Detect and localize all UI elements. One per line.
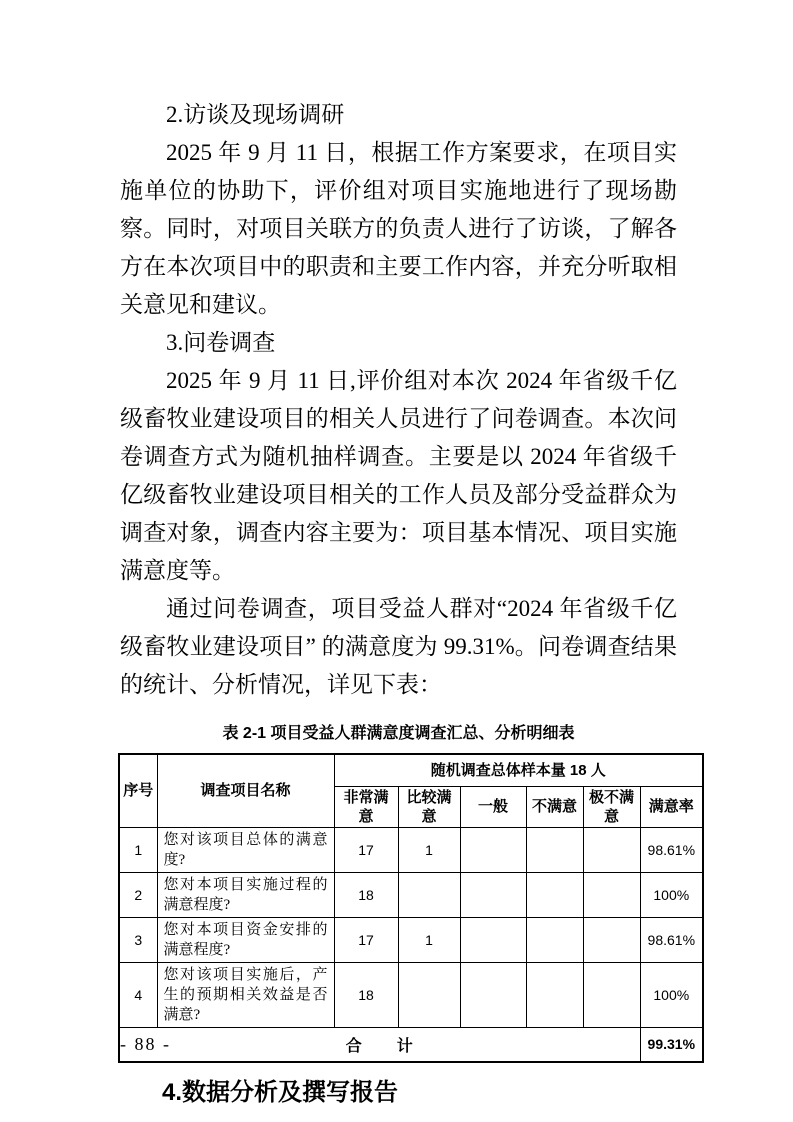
- col-header-neutral: 一般: [460, 786, 526, 827]
- row-unsatisfied: [526, 872, 583, 917]
- subheading-questionnaire: 3.问卷调查: [166, 330, 276, 355]
- row-no: 2: [119, 872, 157, 917]
- document-content: [120, 96, 696, 1108]
- table-row: [119, 962, 703, 1027]
- row-very-satisfied: 18: [334, 962, 398, 1027]
- row-very-satisfied: 18: [334, 872, 398, 917]
- row-unsatisfied: [526, 827, 583, 872]
- col-header-no: 序号: [119, 754, 157, 827]
- col-header-fairly-satisfied: 比较满意: [398, 786, 460, 827]
- col-header-sample-size: 随机调查总体样本量 18 人: [334, 754, 703, 786]
- row-fairly-satisfied: 1: [398, 917, 460, 962]
- row-very-satisfied: 17: [334, 917, 398, 962]
- section-heading-data-analysis: 4.数据分析及撰写报告: [162, 1079, 399, 1106]
- row-fairly-satisfied: 1: [398, 827, 460, 872]
- col-header-very-satisfied: 非常满意: [334, 786, 398, 827]
- row-unsatisfied: [526, 917, 583, 962]
- table-title: 表 2-1 项目受益人群满意度调查汇总、分析明细表: [222, 725, 575, 742]
- row-fairly-satisfied: [398, 872, 460, 917]
- page-number: - 88 -: [120, 1034, 171, 1054]
- table-total-row: [119, 1027, 703, 1062]
- col-header-very-unsatisfied: 极不满意: [583, 786, 640, 827]
- row-very-unsatisfied: [583, 962, 640, 1027]
- paragraph-questionnaire-result: 通过问卷调查，项目受益人群对“2024 年省级千亿级畜牧业建设项目” 的满意度为 99.31%。问卷调查结果的统计、分析情况，详见下表：: [120, 596, 677, 697]
- row-neutral: [460, 917, 526, 962]
- col-header-name: 调查项目名称: [157, 754, 334, 827]
- row-rate: 98.61%: [640, 917, 703, 962]
- row-very-unsatisfied: [583, 917, 640, 962]
- row-question: 您对该项目总体的满意度?: [157, 827, 334, 872]
- row-rate: 98.61%: [640, 827, 703, 872]
- row-unsatisfied: [526, 962, 583, 1027]
- paragraph-interview-details: 2025 年 9 月 11 日，根据工作方案要求，在项目实施单位的协助下，评价组对项目实施地进行了现场勘察。同时，对项目关联方的负责人进行了访谈，了解各方在本次项目中的职责和主要工作内容，并充分听取相关意见和建议。: [120, 140, 677, 317]
- col-header-unsatisfied: 不满意: [526, 786, 583, 827]
- satisfaction-survey-table: [118, 753, 704, 1063]
- row-rate: 100%: [640, 962, 703, 1027]
- total-rate: 99.31%: [640, 1027, 703, 1062]
- row-very-satisfied: 17: [334, 827, 398, 872]
- row-question: 您对该项目实施后，产生的预期相关效益是否满意?: [157, 962, 334, 1027]
- table-header-row-1: [119, 754, 703, 786]
- row-neutral: [460, 872, 526, 917]
- table-row: [119, 917, 703, 962]
- total-label: 合 计: [119, 1027, 640, 1062]
- row-fairly-satisfied: [398, 962, 460, 1027]
- table-row: [119, 872, 703, 917]
- row-no: 3: [119, 917, 157, 962]
- row-rate: 100%: [640, 872, 703, 917]
- row-neutral: [460, 827, 526, 872]
- row-no: 4: [119, 962, 157, 1027]
- paragraph-questionnaire-method: 2025 年 9 月 11 日,评价组对本次 2024 年省级千亿级畜牧业建设项目的相关人员进行了问卷调查。本次问卷调查方式为随机抽样调查。主要是以 2024 年省级千亿级畜牧业建设项目相关的工作人员及部分受益群众为调查对象，调查内容主要为：项目基本情况、项目实施满意度等。: [120, 368, 677, 583]
- subheading-interview-survey: 2.访谈及现场调研: [166, 102, 345, 127]
- row-question: 您对本项目资金安排的满意程度?: [157, 917, 334, 962]
- table-row: [119, 827, 703, 872]
- row-no: 1: [119, 827, 157, 872]
- row-question: 您对本项目实施过程的满意程度?: [157, 872, 334, 917]
- col-header-rate: 满意率: [640, 786, 703, 827]
- row-very-unsatisfied: [583, 872, 640, 917]
- row-neutral: [460, 962, 526, 1027]
- row-very-unsatisfied: [583, 827, 640, 872]
